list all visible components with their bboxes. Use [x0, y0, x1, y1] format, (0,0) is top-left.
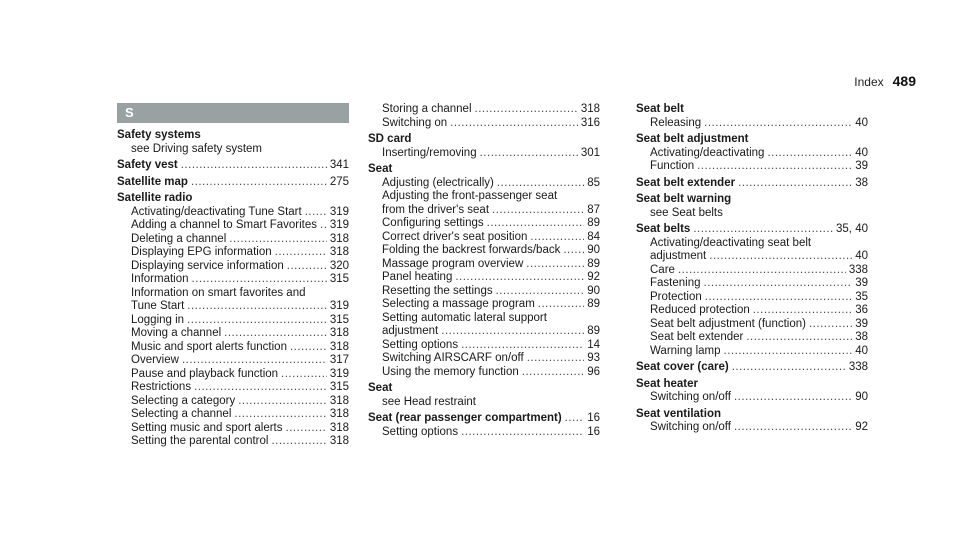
- entry-text: Tune Start: [131, 300, 185, 312]
- page-reference: 40: [855, 344, 868, 357]
- index-subterm: [636, 304, 868, 318]
- index-subterm: [636, 318, 868, 332]
- dot-leader: [238, 395, 327, 409]
- page-reference: 40: [855, 250, 868, 262]
- index-term: [368, 163, 600, 177]
- index-subterm: [636, 250, 868, 264]
- index-term: [368, 382, 600, 396]
- dot-leader: [746, 331, 852, 345]
- index-subterm: [368, 244, 600, 258]
- page-reference: 92: [587, 271, 600, 283]
- page-reference: 318: [329, 408, 349, 420]
- entry-text: Care: [650, 263, 675, 276]
- index-entry: [368, 103, 600, 130]
- entry-text: Seat belt adjustment (function): [650, 317, 806, 330]
- page-reference: 315: [329, 381, 349, 393]
- page-reference: 338: [848, 361, 868, 373]
- index-subterm: [368, 177, 600, 191]
- entry-text: Logging in: [131, 313, 185, 326]
- page-reference: 39: [855, 317, 868, 330]
- dot-leader: [704, 117, 852, 131]
- index-entry: [636, 361, 868, 375]
- index-subterm: [368, 231, 600, 245]
- dot-leader: [526, 258, 584, 272]
- index-entry: [636, 378, 868, 405]
- dot-leader: [732, 361, 846, 375]
- entry-text: Seat belt: [636, 103, 684, 115]
- page-reference: 16: [587, 425, 600, 438]
- entry-text: Seat cover (care): [636, 361, 729, 373]
- dot-leader: [450, 117, 578, 131]
- index-entries: [368, 103, 600, 439]
- index-subterm: [117, 287, 349, 301]
- entry-text: Overview: [131, 354, 179, 366]
- index-subterm: [368, 339, 600, 353]
- entry-text: Safety vest: [117, 159, 178, 171]
- page-reference: 319: [329, 205, 349, 218]
- index-subterm: [117, 246, 349, 260]
- dot-leader: [767, 147, 852, 161]
- index-term: [117, 192, 349, 206]
- index-subterm: [636, 421, 868, 435]
- page-reference: 319: [329, 367, 349, 380]
- entry-text: Correct driver's seat position: [382, 230, 528, 243]
- page-reference: 89: [587, 298, 600, 310]
- entry-text: Resetting the settings: [382, 284, 493, 297]
- entry-text: Activating/deactivating seat belt: [650, 236, 812, 249]
- entry-text: Seat (rear passenger compartment): [368, 412, 562, 424]
- dot-leader: [191, 176, 327, 190]
- index-term: [636, 378, 868, 392]
- index-subterm: [368, 352, 600, 366]
- page-reference: 319: [329, 300, 349, 312]
- index-subterm: [117, 327, 349, 341]
- entry-text: SD card: [368, 133, 412, 145]
- dot-leader: [565, 412, 585, 426]
- index-subterm: [117, 233, 349, 247]
- entry-text: Folding the backrest forwards/back: [382, 244, 561, 256]
- page-reference: 318: [329, 327, 349, 339]
- entry-text: Switching on: [382, 116, 448, 129]
- entry-text: Setting options: [382, 425, 459, 438]
- entry-text: Seat belts: [636, 223, 691, 235]
- index-subterm: [368, 258, 600, 272]
- page-reference: 315: [329, 273, 349, 285]
- index-subterm: [368, 190, 600, 204]
- dot-leader: [480, 147, 578, 161]
- page-reference: 320: [329, 259, 349, 272]
- entry-text: Function: [650, 160, 695, 172]
- dot-leader: [492, 204, 584, 218]
- page-reference: 39: [855, 160, 868, 172]
- page-reference: 40: [855, 146, 868, 159]
- index-column-1: [117, 103, 349, 452]
- index-subterm: [117, 219, 349, 233]
- index-entry: [117, 176, 349, 190]
- entry-text: see Seat belts: [650, 206, 723, 219]
- entry-text: Setting music and sport alerts: [131, 421, 283, 434]
- entry-text: Pause and playback function: [131, 367, 279, 380]
- index-subterm: [117, 260, 349, 274]
- dot-leader: [697, 160, 852, 174]
- entry-text: Storing a channel: [382, 103, 472, 115]
- entry-text: Seat belt warning: [636, 193, 732, 205]
- entry-text: Switching on/off: [650, 391, 731, 403]
- page-reference: 90: [587, 244, 600, 256]
- entry-text: Adding a channel to Smart Favorites: [131, 219, 318, 231]
- page-reference: 14: [587, 338, 600, 351]
- entry-text: Massage program overview: [382, 257, 524, 270]
- page-header: [854, 73, 916, 89]
- dot-leader: [461, 426, 584, 440]
- entry-text: Satellite map: [117, 175, 188, 188]
- page-reference: 38: [855, 331, 868, 343]
- dot-leader: [705, 291, 852, 305]
- entry-text: Warning lamp: [650, 344, 721, 357]
- entry-text: Releasing: [650, 116, 702, 129]
- page-reference: 318: [329, 421, 349, 434]
- page-reference: 318: [329, 394, 349, 407]
- index-entry: [636, 133, 868, 174]
- index-entry: [636, 177, 868, 191]
- page-reference: 318: [580, 103, 600, 115]
- dot-leader: [181, 159, 327, 173]
- dot-leader: [320, 219, 327, 233]
- dot-leader: [182, 354, 327, 368]
- index-column-3: [636, 103, 868, 438]
- index-entry: [368, 412, 600, 439]
- entry-text: Setting automatic lateral support: [382, 311, 547, 324]
- entry-text: Adjusting the front-passenger seat: [382, 190, 558, 202]
- index-subterm: [117, 408, 349, 422]
- dot-leader: [455, 271, 584, 285]
- dot-leader: [704, 277, 853, 291]
- dot-leader: [563, 244, 584, 258]
- page-reference: 90: [587, 284, 600, 297]
- index-entry: [117, 129, 349, 156]
- dot-leader: [234, 408, 326, 422]
- dot-leader: [271, 435, 326, 449]
- dot-leader: [678, 264, 846, 278]
- page-reference: 341: [329, 159, 349, 171]
- index-subterm: [368, 271, 600, 285]
- index-subterm: [368, 366, 600, 380]
- index-subterm: [636, 291, 868, 305]
- entry-text: Music and sport alerts function: [131, 340, 287, 353]
- page-reference: 92: [855, 421, 868, 433]
- entry-text: Setting the parental control: [131, 435, 269, 447]
- dot-leader: [724, 345, 853, 359]
- dot-leader: [224, 327, 327, 341]
- index-term: [636, 177, 868, 191]
- page-reference: 315: [329, 313, 349, 326]
- entry-text: Moving a channel: [131, 327, 222, 339]
- index-entry: [368, 163, 600, 379]
- entry-text: Displaying EPG information: [131, 246, 272, 258]
- entry-text: Seat: [368, 163, 393, 175]
- dot-leader: [286, 422, 327, 436]
- page-reference: 338: [848, 263, 868, 276]
- dot-leader: [496, 285, 585, 299]
- index-column-2: [368, 103, 600, 442]
- entry-text: Protection: [650, 290, 702, 303]
- dot-leader: [475, 103, 578, 117]
- page-number: 489: [892, 73, 916, 89]
- index-term: [117, 129, 349, 143]
- entry-text: Seat ventilation: [636, 407, 721, 420]
- entry-text: Safety systems: [117, 129, 201, 141]
- entry-text: Switching on/off: [650, 421, 731, 433]
- page-reference: 36: [855, 304, 868, 316]
- page-reference: 87: [587, 203, 600, 216]
- entry-text: see Head restraint: [382, 395, 476, 408]
- entry-text: Adjusting (electrically): [382, 176, 494, 189]
- dot-leader: [709, 250, 852, 264]
- index-subterm: [368, 426, 600, 440]
- entry-text: Seat: [368, 382, 393, 394]
- entry-text: Reduced protection: [650, 304, 750, 316]
- index-subterm: [368, 103, 600, 117]
- dot-leader: [527, 352, 585, 366]
- index-entry: [117, 192, 349, 449]
- index-subterm: [368, 147, 600, 161]
- page-reference: 85: [587, 176, 600, 189]
- index-subterm: [117, 381, 349, 395]
- index-subterm: [636, 391, 868, 405]
- index-term: [636, 408, 868, 422]
- entry-text: adjustment: [650, 250, 707, 262]
- index-entry: [368, 133, 600, 160]
- dot-leader: [187, 314, 327, 328]
- entry-text: from the driver's seat: [382, 203, 490, 216]
- dot-leader: [187, 300, 327, 314]
- dot-leader: [734, 421, 852, 435]
- dot-leader: [753, 304, 852, 318]
- dot-leader: [290, 341, 327, 355]
- index-entries: [117, 129, 349, 449]
- index-subterm: [117, 314, 349, 328]
- index-term: [636, 133, 868, 147]
- index-term: [636, 193, 868, 207]
- index-term: [636, 361, 868, 375]
- page-reference: 84: [587, 230, 600, 243]
- entry-text: Satellite radio: [117, 192, 193, 204]
- entry-text: Activating/deactivating Tune Start: [131, 205, 302, 218]
- page-reference: 89: [587, 257, 600, 270]
- entry-text: Selecting a category: [131, 394, 236, 407]
- dot-leader: [497, 177, 584, 191]
- page-reference: 38: [855, 176, 868, 189]
- index-subterm: [117, 435, 349, 449]
- dot-leader: [275, 246, 327, 260]
- index-entries: [636, 103, 868, 435]
- entry-text: Seat belt adjustment: [636, 133, 749, 145]
- dot-leader: [441, 325, 584, 339]
- index-subterm: [636, 147, 868, 161]
- index-subterm: [636, 277, 868, 291]
- index-subterm: [117, 354, 349, 368]
- index-term: [368, 133, 600, 147]
- dot-leader: [734, 391, 852, 405]
- dot-leader: [281, 368, 327, 382]
- page-reference: 35, 40: [836, 223, 868, 235]
- page-reference: 96: [587, 365, 600, 378]
- entry-text: Seat belt extender: [650, 331, 744, 343]
- entry-text: Using the memory function: [382, 365, 519, 378]
- page-reference: 35: [855, 290, 868, 303]
- entry-text: Selecting a channel: [131, 408, 232, 420]
- page-reference: 40: [855, 116, 868, 129]
- index-entry: [636, 103, 868, 130]
- index-subterm: [636, 264, 868, 278]
- page-reference: 16: [587, 412, 600, 424]
- dot-leader: [287, 260, 327, 274]
- entry-text: Inserting/removing: [382, 146, 477, 159]
- entry-text: Selecting a massage program: [382, 298, 535, 310]
- index-term: [117, 159, 349, 173]
- entry-text: Information: [131, 273, 189, 285]
- index-subterm: [368, 396, 600, 410]
- entry-text: Information on smart favorites and: [131, 286, 306, 299]
- index-subterm: [368, 117, 600, 131]
- entry-text: Deleting a channel: [131, 232, 227, 245]
- entry-text: Panel heating: [382, 271, 453, 283]
- dot-leader: [538, 298, 584, 312]
- index-subterm: [368, 217, 600, 231]
- page-reference: 93: [587, 352, 600, 364]
- dot-leader: [693, 223, 833, 237]
- entry-text: see Driving safety system: [131, 142, 263, 155]
- page-reference: 319: [329, 219, 349, 231]
- index-entry: [636, 193, 868, 220]
- index-subterm: [636, 117, 868, 131]
- dot-leader: [487, 217, 585, 231]
- dot-leader: [194, 381, 327, 395]
- page-reference: 90: [855, 391, 868, 403]
- entry-text: Configuring settings: [382, 217, 484, 229]
- dot-leader: [530, 231, 584, 245]
- entry-text: Seat belt extender: [636, 176, 736, 189]
- page-reference: 317: [329, 354, 349, 366]
- dot-leader: [522, 366, 584, 380]
- entry-text: Switching AIRSCARF on/off: [382, 352, 524, 364]
- index-subterm: [368, 285, 600, 299]
- index-subterm: [636, 237, 868, 251]
- index-entry: [636, 408, 868, 435]
- page-reference: 275: [329, 175, 349, 188]
- index-subterm: [117, 368, 349, 382]
- index-subterm: [368, 298, 600, 312]
- index-subterm: [368, 312, 600, 326]
- page-reference: 318: [329, 246, 349, 258]
- index-term: [636, 223, 868, 237]
- index-term: [368, 412, 600, 426]
- section-letter-bar: S: [117, 103, 349, 123]
- header-label: Index: [854, 75, 884, 89]
- dot-leader: [738, 177, 852, 191]
- entry-text: Activating/deactivating: [650, 146, 765, 159]
- page-reference: 89: [587, 217, 600, 229]
- index-entry: [117, 159, 349, 173]
- index-subterm: [368, 204, 600, 218]
- entry-text: Restrictions: [131, 381, 192, 393]
- dot-leader: [229, 233, 327, 247]
- entry-text: Displaying service information: [131, 259, 284, 272]
- page-reference: 316: [580, 116, 600, 129]
- index-subterm: [117, 341, 349, 355]
- index-subterm: [117, 206, 349, 220]
- dot-leader: [809, 318, 852, 332]
- dot-leader: [461, 339, 584, 353]
- index-term: [636, 103, 868, 117]
- entry-text: adjustment: [382, 325, 439, 337]
- index-term: [117, 176, 349, 190]
- index-subterm: [636, 207, 868, 221]
- page-reference: 318: [329, 435, 349, 447]
- index-entry: [636, 223, 868, 358]
- index-subterm: [117, 273, 349, 287]
- index-entry: [368, 382, 600, 409]
- page-reference: 318: [329, 232, 349, 245]
- dot-leader: [192, 273, 327, 287]
- page-reference: 301: [580, 146, 600, 159]
- index-subterm: [117, 422, 349, 436]
- entry-text: Setting options: [382, 338, 459, 351]
- index-subterm: [117, 143, 349, 157]
- page-reference: 39: [855, 277, 868, 289]
- index-subterm: [636, 345, 868, 359]
- page-reference: 318: [329, 340, 349, 353]
- entry-text: Seat heater: [636, 377, 699, 390]
- index-subterm: [368, 325, 600, 339]
- index-subterm: [636, 160, 868, 174]
- page-reference: 89: [587, 325, 600, 337]
- dot-leader: [305, 206, 327, 220]
- entry-text: Fastening: [650, 277, 701, 289]
- index-subterm: [117, 300, 349, 314]
- index-subterm: [117, 395, 349, 409]
- index-subterm: [636, 331, 868, 345]
